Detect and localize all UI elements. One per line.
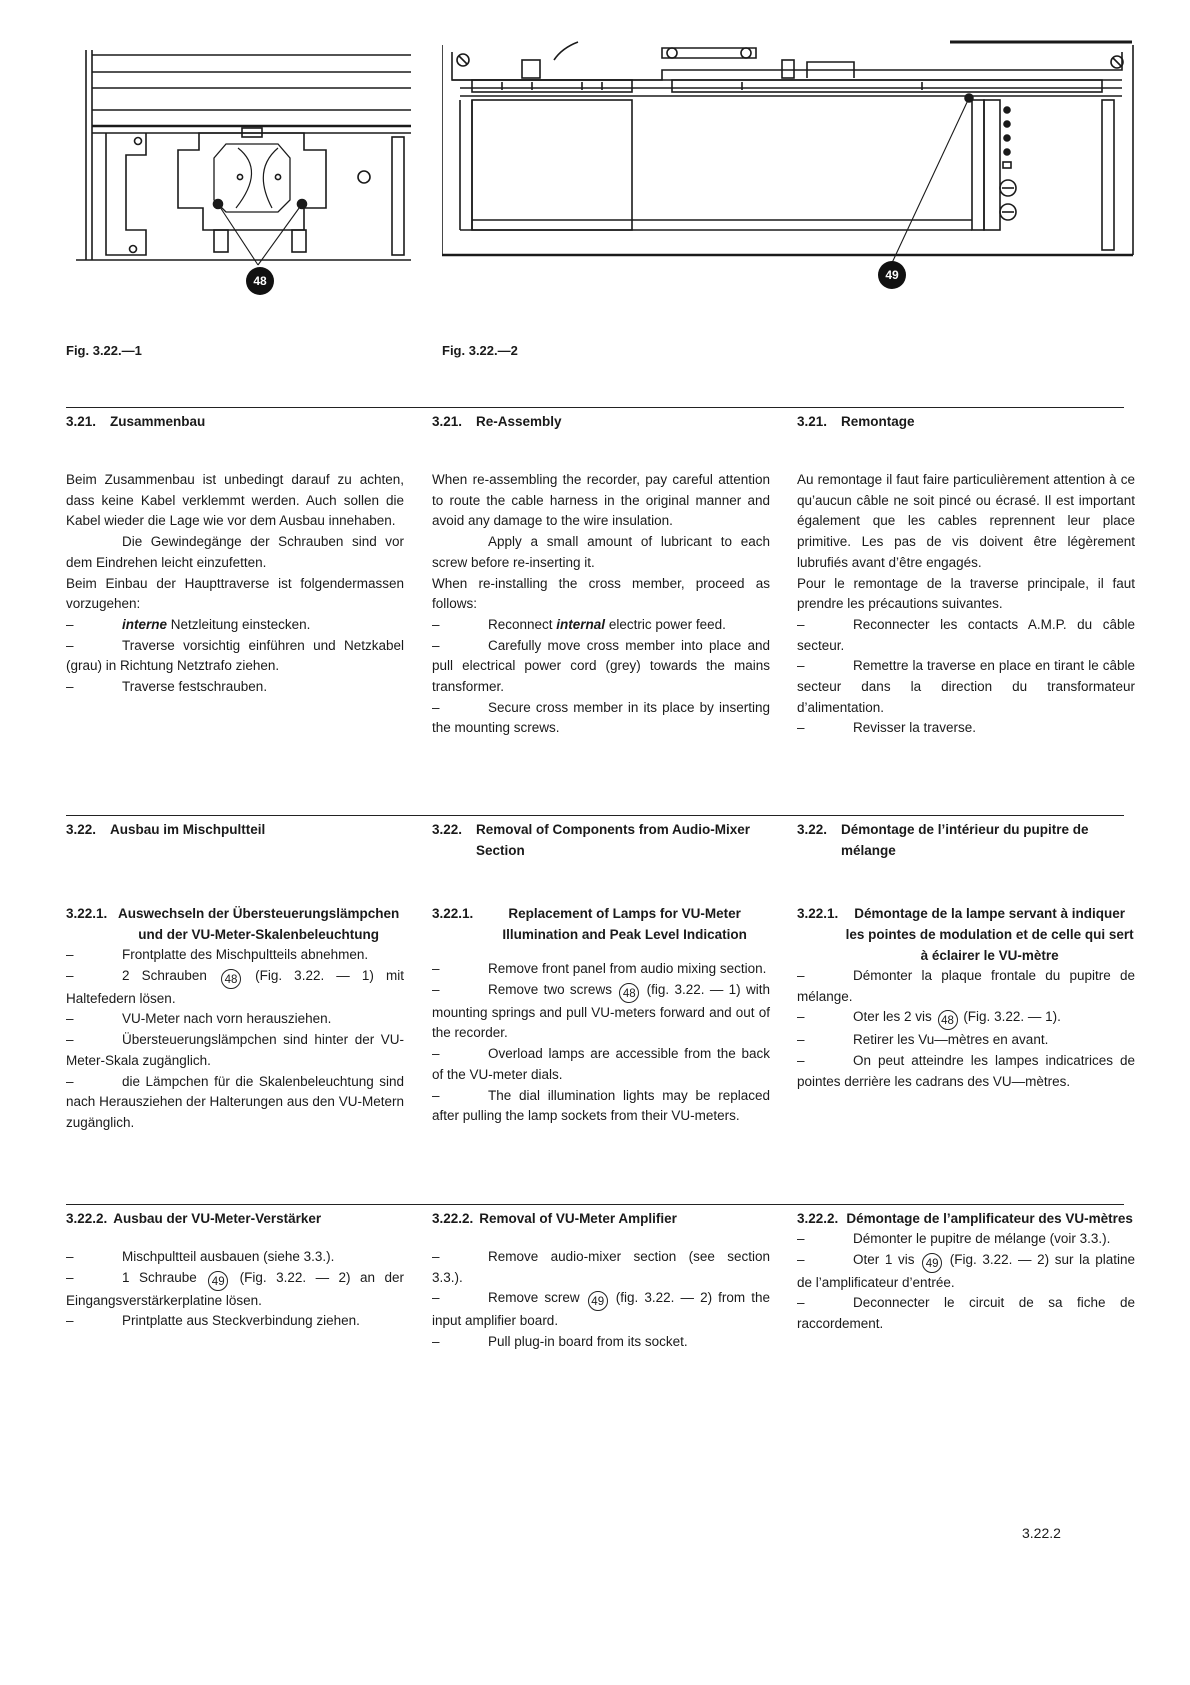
callout-48-ref: 48	[619, 983, 639, 1003]
section-heading: 3.22. Removal of Components from Audio-Mixer Section	[432, 822, 751, 858]
figure-3-22-2-drawing	[442, 40, 1142, 320]
section-body: – Frontplatte des Mischpultteils abnehmen. – 2 Schrauben 48 (Fig. 3.22. — 1) mit Haltefedern lösen. – VU-Meter nach vorn herausziehen. – Übersteuerungslämpchen sind hinter der VU-Meter-Skala zugänglich. – die Lämpchen für die Skalenbeleuchtung sind nach Herausziehen der Halterungen aus den VU-Metern zugänglich.	[66, 947, 404, 1130]
figure-3-22-1-caption: Fig. 3.22.—1	[66, 343, 142, 358]
section-3-22-2-de	[66, 1208, 404, 1332]
section-3-22-2-fr	[797, 1208, 1135, 1335]
section-body: Beim Zusammenbau ist unbedingt darauf zu achten, dass keine Kabel verklemmt werden. Auch sollen die Kabel wieder die Lage wie vor dem Ausbau innehaben. Die Gewindegänge der Schrauben sind vor dem Eindrehen leicht einzufetten. Beim Einbau der Haupttraverse ist folgendermassen vorzugehen: – interne Netzleitung einstecken. – Traverse vorsichtig einführen und Netzkabel (grau) in Richtung Netztrafo ziehen. – Traverse festschrauben.	[66, 472, 404, 695]
section-3-22-1-en	[432, 903, 770, 1127]
section-body: – Mischpultteil ausbauen (siehe 3.3.). – 1 Schraube 49 (Fig. 3.22. — 2) an der Eingangsverstärkerplatine lösen. – Printplatte aus Steckverbindung ziehen.	[66, 1249, 404, 1329]
section-body: When re-assembling the recorder, pay careful attention to route the cable harness in the original manner and avoid any damage to the wire insulation. Apply a small amount of lubricant to each screw before re-inserting it. When re-installing the cross member, proceed as follows: – Reconnect internal electric power feed. – Carefully move cross member into place and pull electrical power cord (grey) towards the mains transformer. – Secure cross member in its place by inserting the mounting screws.	[432, 472, 770, 736]
callout-49-ref: 49	[922, 1253, 942, 1273]
callout-49: 49	[878, 261, 906, 289]
figure-3-22-2-caption: Fig. 3.22.—2	[442, 343, 518, 358]
section-3-22-de	[66, 819, 404, 840]
divider	[66, 815, 1124, 816]
section-heading: 3.22. Démontage de l’intérieur du pupitre de mélange	[797, 822, 1089, 858]
section-heading: 3.22. Ausbau im Mischpultteil	[66, 822, 266, 837]
section-3-21-en	[432, 411, 770, 739]
section-3-22-2-en	[432, 1208, 770, 1353]
section-heading: 3.22.2. Ausbau der VU-Meter-Verstärker	[66, 1211, 322, 1226]
figure-3-22-1-drawing	[66, 40, 426, 320]
callout-49-ref: 49	[208, 1271, 228, 1291]
section-body: – Démonter le pupitre de mélange (voir 3.3.). – Oter 1 vis 49 (Fig. 3.22. — 2) sur la platine de l’amplificateur d’entrée. – Deconnecter le circuit de sa fiche de raccordement.	[797, 1231, 1136, 1332]
section-heading: 3.21. Remontage	[797, 414, 915, 429]
section-heading: 3.21. Re-Assembly	[432, 414, 562, 429]
callout-48-ref: 48	[938, 1010, 958, 1030]
page-number: 3.22.2	[1022, 1525, 1061, 1541]
section-heading: 3.22.2. Démontage de l’amplificateur des VU-mètres	[797, 1211, 1133, 1226]
section-body: Au remontage il faut faire particulièrement attention à ce qu’aucun câble ne soit pincé ou écrasé. Il est important également que les cables reprennent leur place primitive. Les pas de vis doivent être légèrement lubrufiés avant d’être engagés. Pour le remontage de la traverse principale, il faut prendre les précautions suivantes. – Reconnecter les contacts A.M.P. du câble secteur. – Remettre la traverse en place en tirant le câble secteur dans la direction du transformateur d’alimentation. – Revisser la traverse.	[797, 472, 1135, 736]
callout-48-ref: 48	[221, 969, 241, 989]
section-3-21-de	[66, 411, 404, 698]
section-heading: 3.22.1. Replacement of Lamps for VU-Meter Illumination and Peak Level Indication	[432, 906, 747, 942]
section-3-22-fr	[797, 819, 1135, 861]
section-body: – Remove front panel from audio mixing section. – Remove two screws 48 (fig. 3.22. — 1) with mounting springs and pull VU-meters forward and out of the recorder. – Overload lamps are accessible from the back of the VU-meter dials. – The dial illumination lights may be replaced after pulling the lamp sockets from their VU-meters.	[432, 961, 770, 1124]
section-3-22-en	[432, 819, 770, 861]
section-heading: 3.22.1. Démontage de la lampe servant à indiquer les pointes de modulation et de celle qui sert à éclairer le VU-mètre	[797, 906, 1134, 963]
section-heading: 3.22.2. Removal of VU-Meter Amplifier	[432, 1211, 677, 1226]
callout-49-ref: 49	[588, 1291, 608, 1311]
divider	[66, 407, 1124, 408]
divider	[66, 1204, 1124, 1205]
section-heading: 3.21. Zusammenbau	[66, 414, 206, 429]
section-3-21-fr	[797, 411, 1135, 739]
section-body: – Remove audio-mixer section (see section 3.3.). – Remove screw 49 (fig. 3.22. — 2) from the input amplifier board. – Pull plug-in board from its socket.	[432, 1249, 770, 1350]
section-body: – Démonter la plaque frontale du pupitre de mélange. – Oter les 2 vis 48 (Fig. 3.22. — 1). – Retirer les Vu—mètres en avant. – On peut atteindre les lampes indicatrices de pointes derrière les cadrans des VU—mètres.	[797, 968, 1135, 1089]
section-heading: 3.22.1. Auswechseln der Übersteuerungslämpchen und der VU-Meter-Skalenbeleuchtung	[66, 906, 400, 942]
callout-48: 48	[246, 267, 274, 295]
section-3-22-1-fr	[797, 903, 1135, 1093]
section-3-22-1-de	[66, 903, 404, 1134]
